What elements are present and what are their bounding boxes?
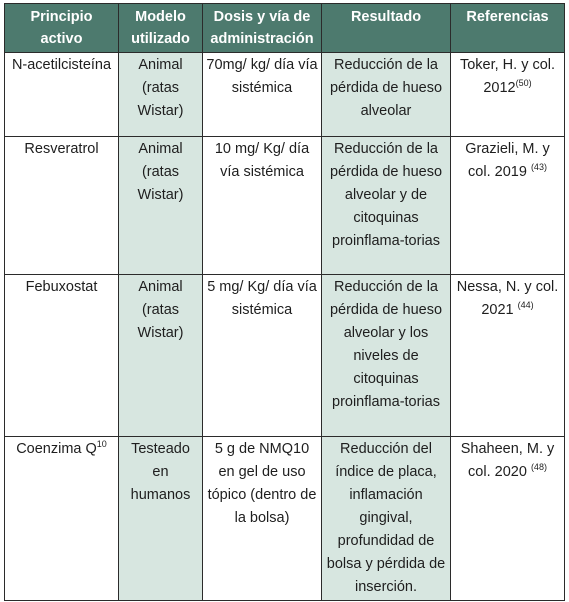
cell-referencia bbox=[451, 275, 565, 437]
reference-text: Grazieli, M. y col. 2019 bbox=[465, 141, 550, 180]
cell-modelo: Animal (ratas Wistar) bbox=[119, 53, 203, 137]
cell-modelo: Animal (ratas Wistar) bbox=[119, 137, 203, 275]
header-modelo: Modelo utilizado bbox=[119, 4, 203, 53]
cell-principio: Resveratrol bbox=[5, 137, 119, 275]
cell-referencia bbox=[451, 437, 565, 601]
cell-principio: N-acetilcisteína bbox=[5, 53, 119, 137]
table-row bbox=[5, 275, 565, 437]
principio-subscript: 10 bbox=[96, 439, 107, 450]
cell-modelo: Testeado en humanos bbox=[119, 437, 203, 601]
compounds-table bbox=[4, 3, 565, 601]
cell-resultado: Reducción de la pérdida de hueso alveolar y los niveles de citoquinas proinflama-torias bbox=[322, 275, 451, 437]
cell-dosis: 10 mg/ Kg/ día vía sistémica bbox=[203, 137, 322, 275]
reference-text: Nessa, N. y col. 2021 bbox=[456, 279, 559, 318]
cell-principio bbox=[5, 437, 119, 601]
table-row bbox=[5, 437, 565, 601]
table-row bbox=[5, 53, 565, 137]
table-row bbox=[5, 137, 565, 275]
cell-principio: Febuxostat bbox=[5, 275, 119, 437]
header-referencias: Referencias bbox=[451, 4, 565, 53]
header-row bbox=[5, 4, 565, 53]
cell-resultado: Reducción del índice de placa, inflamación gingival, profundidad de bolsa y pérdida de inserción. bbox=[322, 437, 451, 601]
cell-resultado: Reducción de la pérdida de hueso alveolar bbox=[322, 53, 451, 137]
reference-number: (48) bbox=[530, 462, 547, 473]
reference-number: (43) bbox=[530, 162, 547, 173]
header-resultado: Resultado bbox=[322, 4, 451, 53]
cell-dosis: 70mg/ kg/ día vía sistémica bbox=[203, 53, 322, 137]
header-principio: Principio activo bbox=[5, 4, 119, 53]
reference-text: Shaheen, M. y col. 2020 bbox=[460, 441, 555, 480]
cell-modelo: Animal (ratas Wistar) bbox=[119, 275, 203, 437]
cell-dosis: 5 g de NMQ10 en gel de uso tópico (dentro de la bolsa) bbox=[203, 437, 322, 601]
cell-referencia bbox=[451, 53, 565, 137]
reference-text: Toker, H. y col. 2012 bbox=[459, 57, 556, 96]
principio-text: Coenzima Q bbox=[16, 441, 97, 457]
header-dosis: Dosis y vía de administración bbox=[203, 4, 322, 53]
reference-number: (44) bbox=[517, 300, 534, 311]
reference-number: (50) bbox=[515, 78, 532, 89]
cell-referencia bbox=[451, 137, 565, 275]
cell-resultado: Reducción de la pérdida de hueso alveolar y de citoquinas proinflama-torias bbox=[322, 137, 451, 275]
cell-dosis: 5 mg/ Kg/ día vía sistémica bbox=[203, 275, 322, 437]
